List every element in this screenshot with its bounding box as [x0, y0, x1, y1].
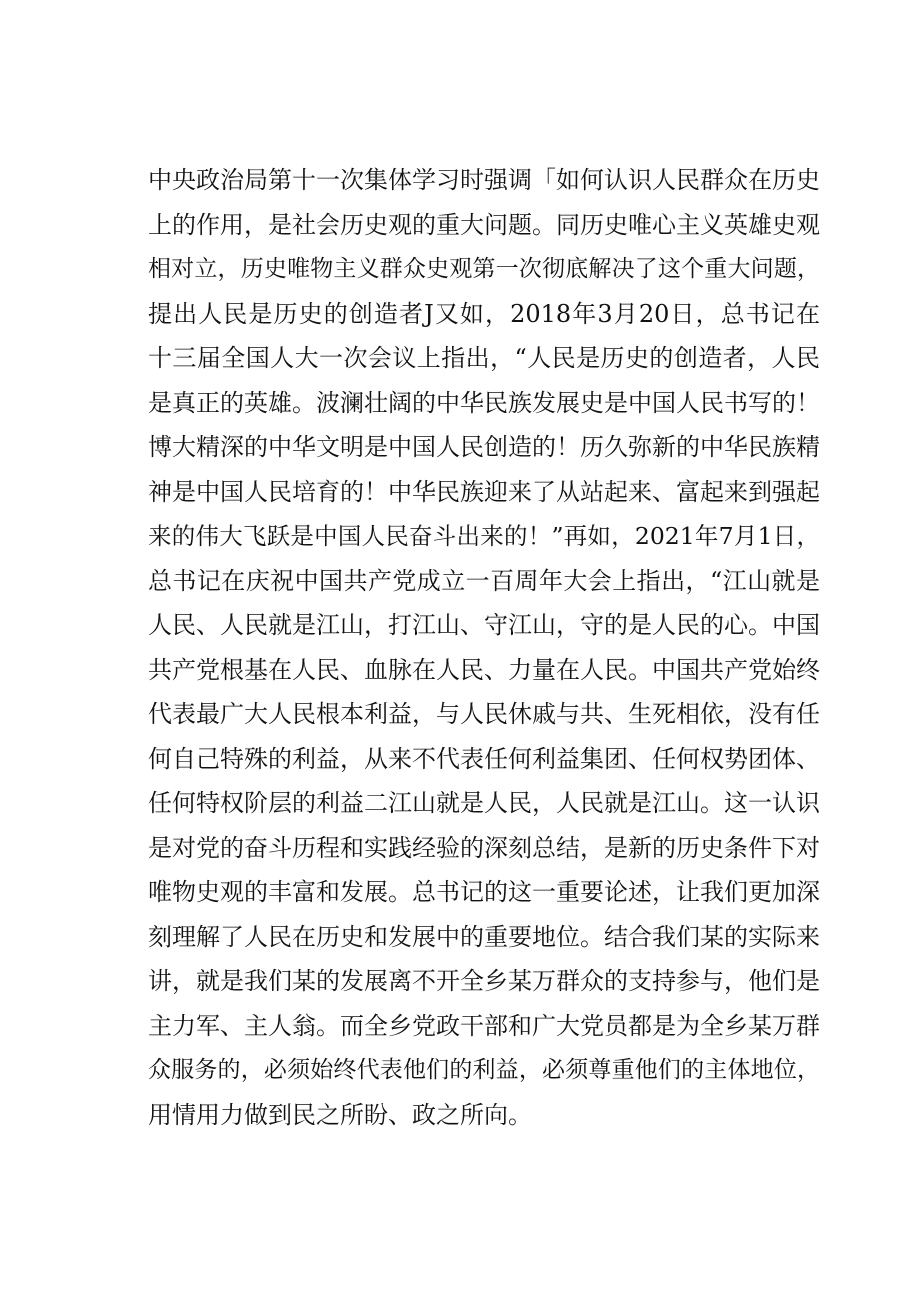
paragraph-line: 代表最广大人民根本利益，与人民休戚与共、生死相依，没有任: [148, 700, 820, 728]
paragraph-line: 是对党的奋斗历程和实践经验的深刻总结，是新的历史条件下对: [148, 833, 820, 862]
paragraph-line: 唯物史观的丰富和发展。总书记的这一重要论述，让我们更加深: [148, 878, 820, 906]
paragraph-line: 任何特权阶层的利益二江山就是人民，人民就是江山。这一认识: [148, 789, 820, 817]
paragraph-line: 讲，就是我们某的发展离不开全乡某万群众的支持参与，他们是: [148, 967, 820, 995]
paragraph-line: 上的作用，是社会历史观的重大问题。同历史唯心主义英雄史观: [148, 210, 820, 239]
paragraph-line: 是真正的英雄。波澜壮阔的中华民族发展史是中国人民书写的！: [148, 388, 820, 417]
paragraph-line: 用情用力做到民之所盼、政之所向。: [148, 1100, 532, 1129]
paragraph-line: 十三届全国人大一次会议上指出，“人民是历史的创造者，人民: [148, 344, 820, 372]
paragraph-line: 博大精深的中华文明是中国人民创造的！历久弥新的中华民族精: [148, 433, 820, 461]
paragraph-line: 主力军、主人翁。而全乡党政干部和广大党员都是为全乡某万群: [148, 1011, 820, 1040]
paragraph-line: 何自己特殊的利益，从来不代表任何利益集团、任何权势团体、: [148, 744, 820, 773]
paragraph-line: 提出人民是历史的创造者J又如，2018年3月20日，总书记在: [148, 299, 820, 328]
paragraph-line: 来的伟大飞跃是中国人民奋斗出来的！”再如，2021年7月1日，: [148, 522, 820, 550]
paragraph-line: 共产党根基在人民、血脉在人民、力量在人民。中国共产党始终: [148, 655, 820, 684]
paragraph-line: 中央政治局第十一次集体学习时强调「如何认识人民群众在历史: [148, 166, 820, 194]
paragraph-line: 刻理解了人民在历史和发展中的重要地位。结合我们某的实际来: [148, 922, 820, 951]
paragraph-line: 相对立，历史唯物主义群众史观第一次彻底解决了这个重大问题，: [148, 256, 820, 282]
paragraph-line: 众服务的，必须始终代表他们的利益，必须尊重他们的主体地位，: [148, 1057, 820, 1083]
body-paragraph: [148, 158, 820, 1137]
paragraph-line: 神是中国人民培育的！中华民族迎来了从站起来、富起来到强起: [148, 477, 820, 506]
paragraph-line: 总书记在庆祝中国共产党成立一百周年大会上指出，“江山就是: [148, 566, 820, 595]
paragraph-line: 人民、人民就是江山，打江山、守江山，守的是人民的心。中国: [148, 611, 820, 639]
